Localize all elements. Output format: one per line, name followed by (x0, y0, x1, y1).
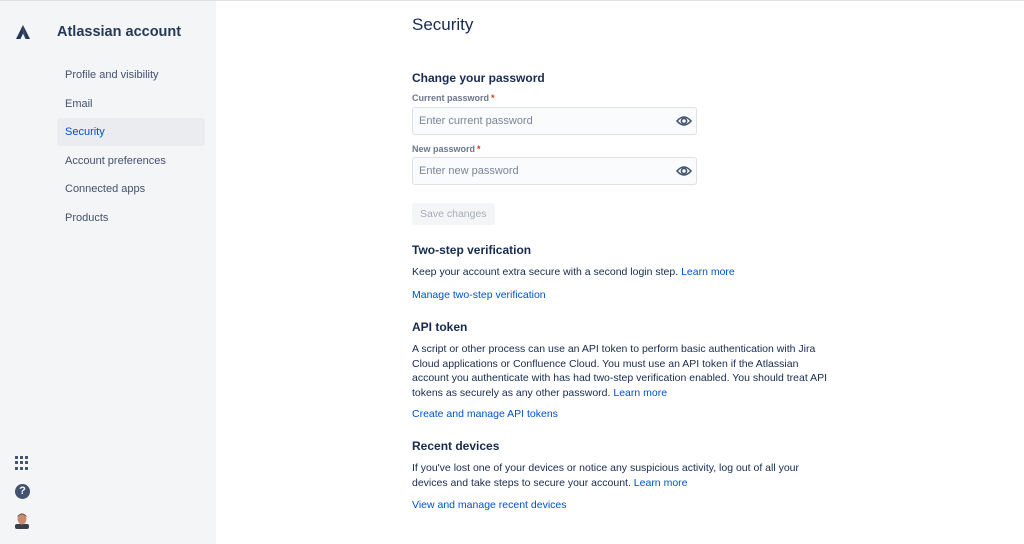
page-title: Security (412, 15, 474, 34)
recent-devices-text: If you've lost one of your devices or notice any suspicious activity, log out of all your devices and take steps to secure your account. (412, 462, 800, 489)
new-password-label (412, 144, 481, 154)
recent-devices-description (412, 461, 832, 490)
sidebar-item-products[interactable]: Products (65, 211, 109, 224)
required-marker: * (491, 93, 495, 103)
new-password-input[interactable] (413, 158, 696, 184)
avatar[interactable] (15, 512, 29, 529)
apps-grid-icon[interactable] (15, 456, 29, 470)
two-step-learn-more-link[interactable]: Learn more (681, 266, 735, 278)
sidebar (0, 1, 216, 544)
api-token-text: A script or other process can use an API token to perform basic authentication with Jira Cloud applications or Confluence Cloud. You must use an API token if the Atlassian account you authenticate with has had two-step verification enabled. You should treat API tokens as securely as any other password. (412, 343, 828, 399)
new-password-field (412, 157, 697, 185)
api-token-learn-more-link[interactable]: Learn more (613, 386, 668, 399)
two-step-text: Keep your account extra secure with a second login step. (412, 266, 679, 278)
current-password-label (412, 93, 495, 103)
change-password-title: Change your password (412, 71, 545, 85)
sidebar-item-profile[interactable]: Profile and visibility (65, 69, 159, 81)
brand-title: Atlassian account (57, 24, 182, 40)
sidebar-nav (57, 61, 205, 232)
sidebar-item-security[interactable]: Security (57, 118, 205, 146)
atlassian-logo-icon[interactable] (15, 25, 31, 39)
api-token-title: API token (412, 320, 468, 334)
manage-two-step-link[interactable]: Manage two-step verification (412, 289, 546, 301)
help-icon[interactable]: ? (15, 484, 30, 499)
two-step-description (412, 265, 832, 280)
required-marker: * (477, 144, 481, 154)
sidebar-item-connected-apps[interactable]: Connected apps (65, 183, 146, 195)
save-changes-button[interactable]: Save changes (412, 203, 495, 225)
current-password-field (412, 107, 697, 135)
sidebar-item-email[interactable]: Email (65, 97, 93, 110)
two-step-title: Two-step verification (412, 243, 532, 257)
current-password-label-text: Current password (412, 93, 490, 103)
recent-devices-learn-more-link[interactable]: Learn more (633, 476, 688, 489)
show-password-eye-icon[interactable] (676, 164, 692, 178)
current-password-input[interactable] (413, 108, 696, 134)
recent-devices-title: Recent devices (412, 439, 500, 453)
new-password-label-text: New password (412, 144, 476, 154)
view-recent-devices-link[interactable]: View and manage recent devices (412, 499, 567, 511)
show-password-eye-icon[interactable] (676, 114, 692, 128)
api-token-description (412, 342, 832, 400)
sidebar-item-account-preferences[interactable]: Account preferences (65, 154, 166, 167)
create-api-tokens-link[interactable]: Create and manage API tokens (412, 408, 558, 420)
